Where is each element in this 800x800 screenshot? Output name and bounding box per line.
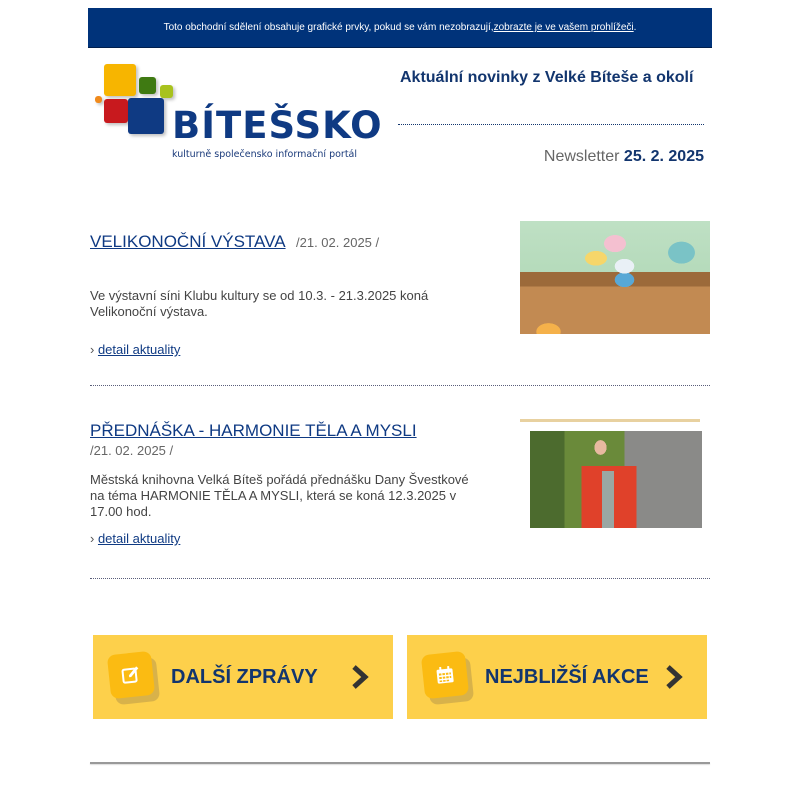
image-top-rule [520,419,700,422]
logo-tagline: kulturně společensko informační portál [172,149,358,160]
logo-wordmark: BÍTEŠSKO [172,104,383,147]
view-in-browser-link[interactable]: zobrazte je ve vašem prohlížeči [493,22,634,33]
upcoming-events-label: NEJBLIŽŠÍ AKCE [485,665,649,688]
article-2-title[interactable]: PŘEDNÁŠKA - HARMONIE TĚLA A MYSLI [90,421,417,440]
logo-square-green [139,77,156,94]
preheader-bar [88,8,712,48]
article-1-body: Ve výstavní síni Klubu kultury se od 10.3. - 21.3.2025 koná Velikonoční výstava. [90,288,429,319]
more-news-button[interactable] [93,635,393,719]
header-divider [398,124,704,125]
preheader-text: Toto obchodní sdělení obsahuje grafické prvky, pokud se vám nezobrazují, [163,22,494,33]
chevron-right-icon [665,664,683,690]
logo-square-blue [128,98,164,134]
link-arrow: › [90,531,98,546]
article-divider [90,578,710,579]
link-arrow: › [90,342,98,357]
newsletter-date-value: 25. 2. 2025 [623,148,704,165]
article-2-detail-link[interactable]: detail aktuality [97,531,181,546]
article-1-image-easter-basket[interactable] [520,221,710,334]
logo-square-orange [95,96,102,103]
logo-square-yellow [104,64,136,96]
header-tagline: Aktuální novinky z Velké Bíteše a okolí [400,69,694,86]
logo-square-lime [160,85,173,98]
chevron-right-icon [351,664,369,690]
upcoming-events-button[interactable] [407,635,707,719]
article-1-title[interactable]: VELIKONOČNÍ VÝSTAVA [90,232,286,251]
header-info [398,60,704,166]
article-2-body: Městská knihovna Velká Bíteš pořádá přednášku Dany Švestkové na téma HARMONIE TĚLA A MYSLI, která se koná 12.3.2025 v 17.00 hod. [90,472,469,519]
article-2-date: /21. 02. 2025 / [90,443,174,458]
logo-square-red [104,99,128,123]
bitessko-logo[interactable] [92,60,383,165]
article-1-detail [90,342,710,357]
article-2-image-speaker[interactable] [530,431,702,528]
more-news-label: DALŠÍ ZPRÁVY [171,665,318,688]
newsletter-label: Newsletter [543,148,624,165]
preheader-suffix: . [633,22,637,33]
footer-divider [90,762,710,764]
article-2-detail [90,531,710,546]
edit-icon [107,651,155,699]
article-1-detail-link[interactable]: detail aktuality [97,342,181,357]
newsletter-date [398,148,704,166]
article-divider [90,385,710,386]
calendar-icon [421,651,469,699]
article-1-date: /21. 02. 2025 / [296,235,380,250]
